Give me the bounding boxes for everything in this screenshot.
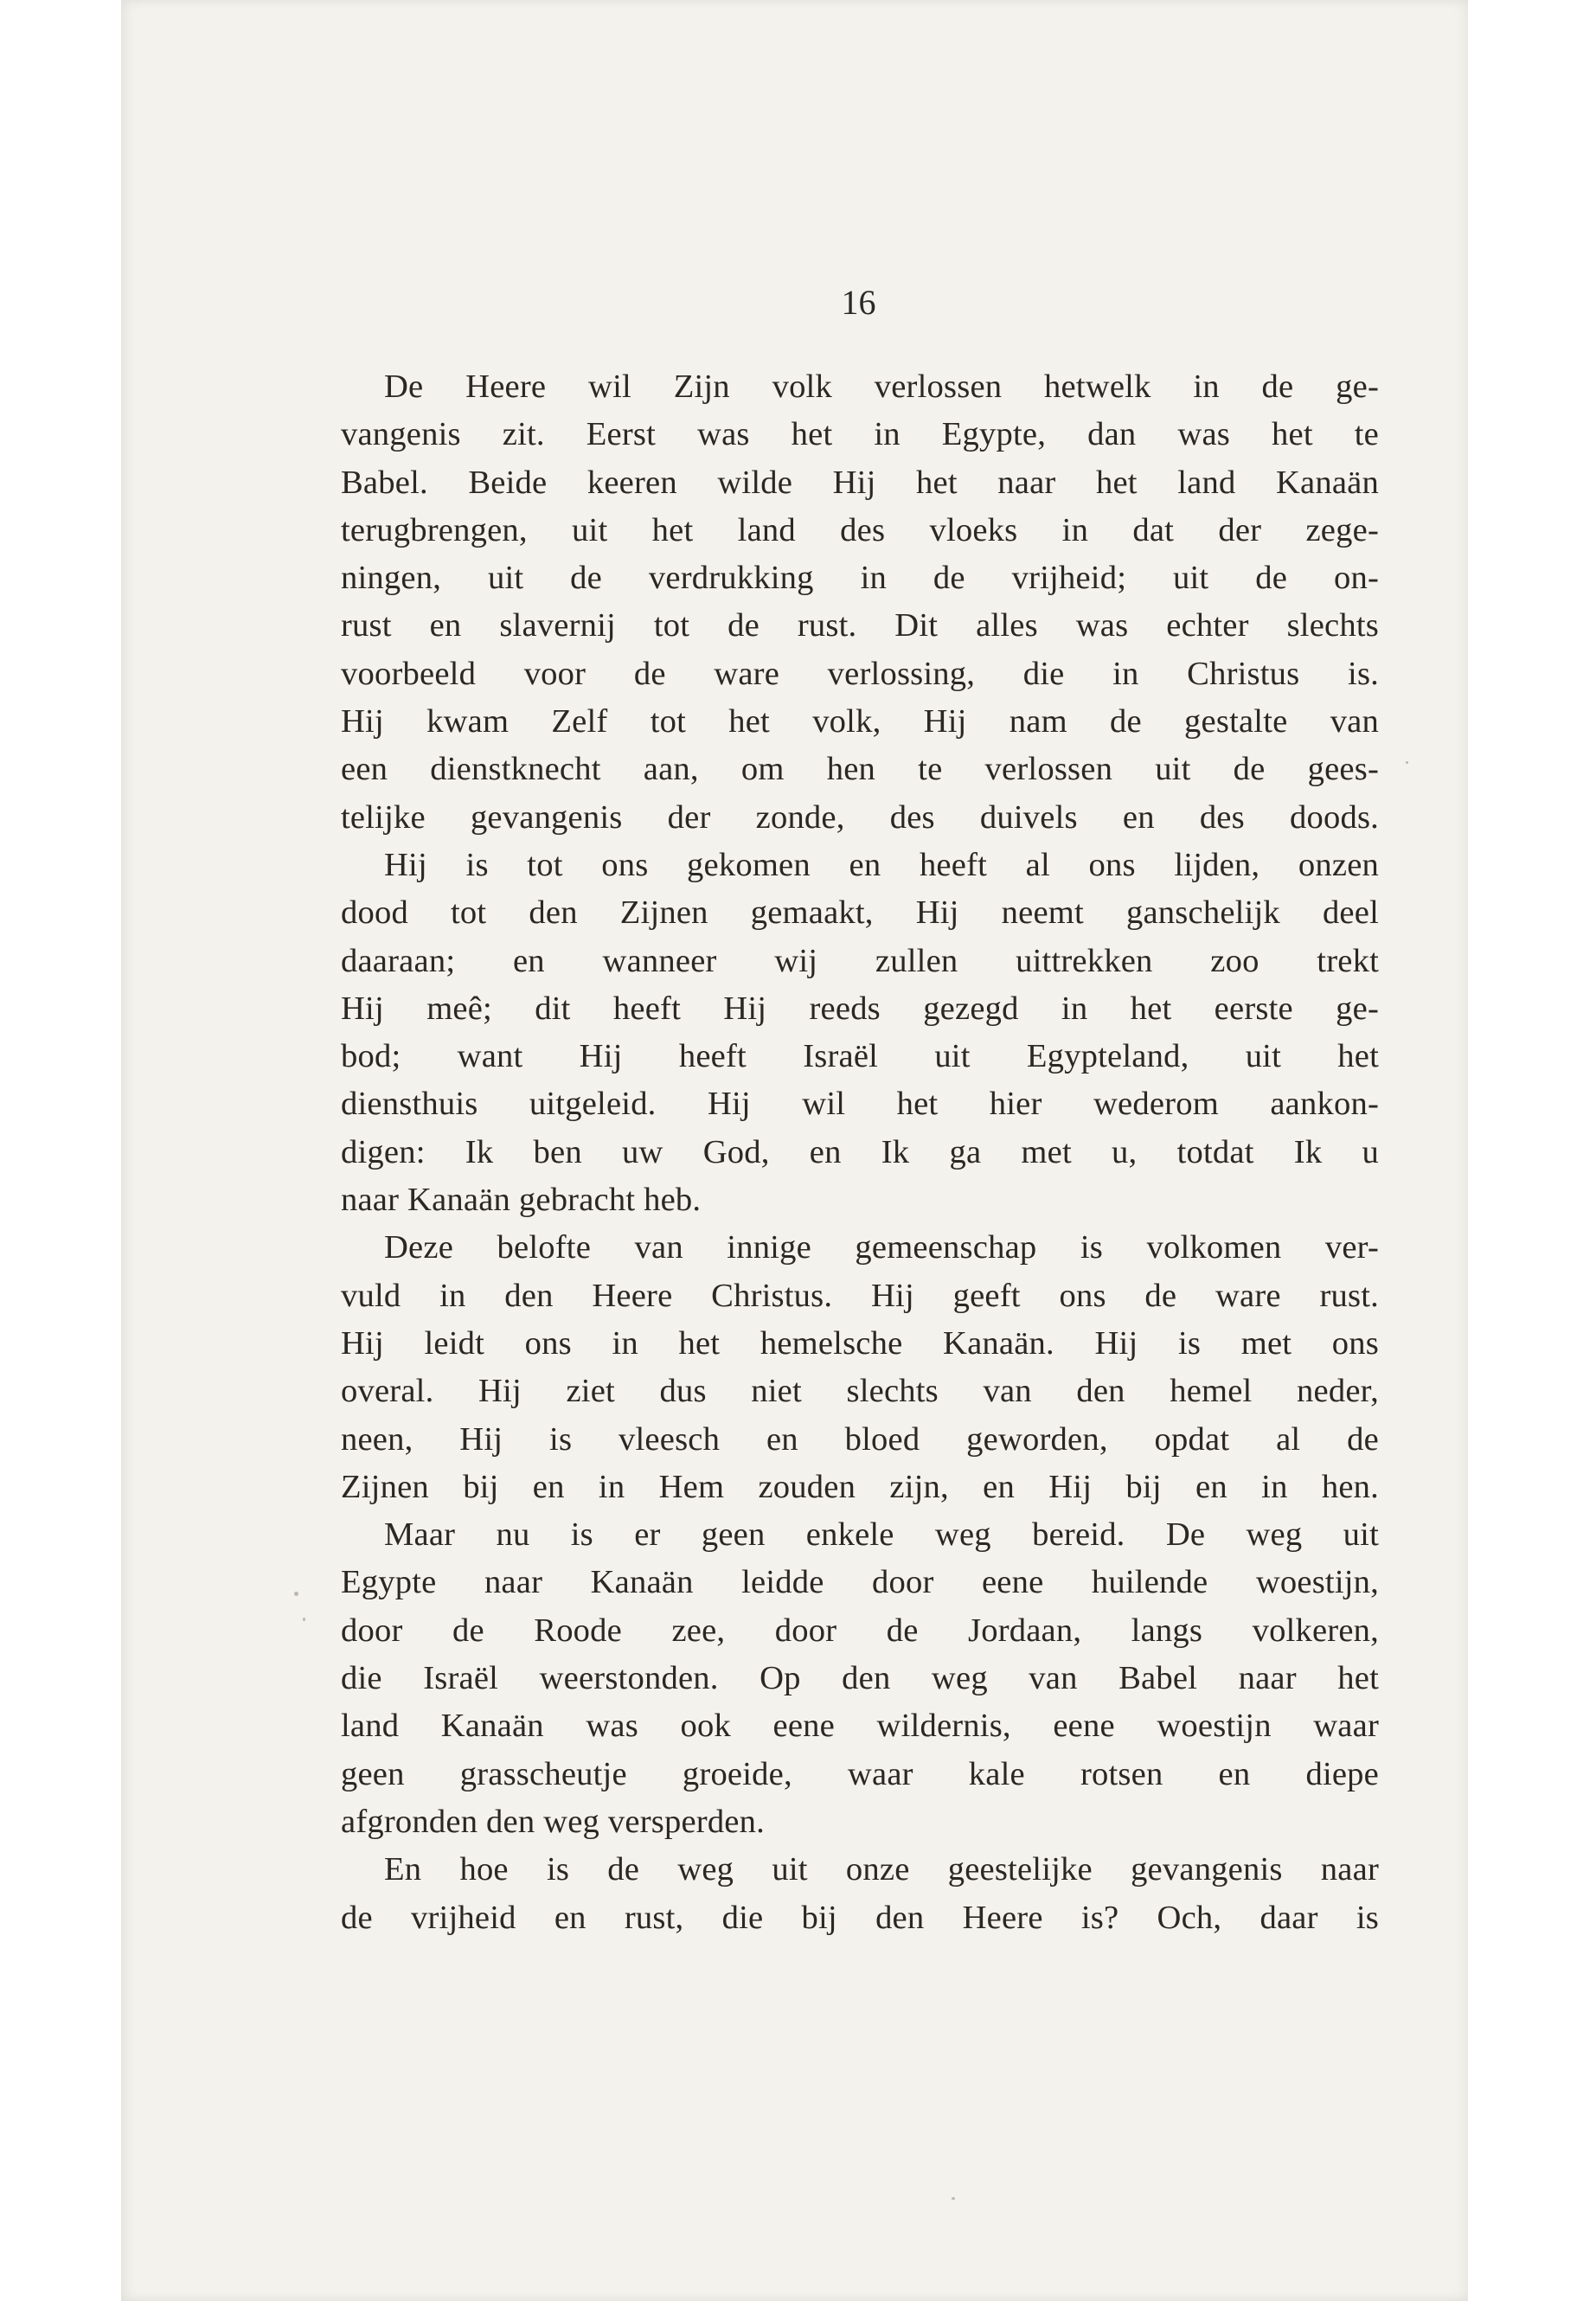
text-line: vangenis zit. Eerst was het in Egypte, dan was het te <box>341 416 1379 453</box>
text-line: En hoe is de weg uit onze geestelijke gevangenis naar <box>384 1851 1379 1888</box>
page-body-text <box>341 363 1379 1942</box>
paragraph <box>341 1224 1379 1511</box>
text-line: de vrijheid en rust, die bij den Heere is? Och, daar is <box>341 1899 1379 1936</box>
scan-speck <box>294 1592 298 1596</box>
text-line: ningen, uit de verdrukking in de vrijheid; uit de on- <box>341 560 1379 597</box>
text-line: overal. Hij ziet dus niet slechts van den hemel neder, <box>341 1373 1379 1410</box>
paragraph <box>341 363 1379 842</box>
text-line: naar Kanaän gebracht heb. <box>341 1182 702 1219</box>
text-line: De Heere wil Zijn volk verlossen hetwelk in de ge- <box>384 369 1379 405</box>
text-line: Hij is tot ons gekomen en heeft al ons lijden, onzen <box>384 846 1379 883</box>
paragraph <box>341 1846 1379 1942</box>
text-line: Maar nu is er geen enkele weg bereid. De weg uit <box>384 1516 1379 1554</box>
text-line: dood tot den Zijnen gemaakt, Hij neemt ganschelijk deel <box>341 894 1379 932</box>
text-line: afgronden den weg versperden. <box>341 1803 765 1840</box>
text-line: Hij kwam Zelf tot het volk, Hij nam de gestalte van <box>341 703 1379 740</box>
text-line: voorbeeld voor de ware verlossing, die in Christus is. <box>341 655 1379 692</box>
text-line: terugbrengen, uit het land des vloeks in dat der zege- <box>341 511 1379 548</box>
text-line: vuld in den Heere Christus. Hij geeft ons de ware rust. <box>341 1277 1379 1314</box>
text-line: daaraan; en wanneer wij zullen uittrekken zoo trekt <box>341 942 1379 979</box>
scan-speck <box>952 2197 955 2200</box>
text-line: neen, Hij is vleesch en bloed geworden, opdat al de <box>341 1420 1379 1458</box>
scan-speck <box>303 1618 305 1621</box>
text-line: bod; want Hij heeft Israël uit Egypteland, uit het <box>341 1038 1379 1075</box>
text-line: Babel. Beide keeren wilde Hij het naar het land Kanaän <box>341 464 1379 501</box>
text-line: rust en slavernij tot de rust. Dit alles was echter slechts <box>341 607 1379 644</box>
text-line: die Israël weerstonden. Op den weg van Babel naar het <box>341 1660 1379 1697</box>
text-line: Hij meê; dit heeft Hij reeds gezegd in het eerste ge- <box>341 990 1379 1027</box>
text-line: Deze belofte van innige gemeenschap is volkomen ver- <box>384 1229 1379 1266</box>
text-line: Zijnen bij en in Hem zouden zijn, en Hij bij en in hen. <box>341 1468 1379 1505</box>
text-line: Hij leidt ons in het hemelsche Kanaän. Hij is met ons <box>341 1324 1379 1362</box>
text-line: digen: Ik ben uw God, en Ik ga met u, totdat Ik u <box>341 1133 1379 1170</box>
scan-speck <box>1406 761 1408 764</box>
paragraph <box>341 1511 1379 1846</box>
text-line: land Kanaän was ook eene wildernis, eene woestijn waar <box>341 1708 1379 1745</box>
text-line: een dienstknecht aan, om hen te verlossen uit de gees- <box>341 751 1379 788</box>
text-line: geen grasscheutje groeide, waar kale rotsen en diepe <box>341 1755 1379 1792</box>
text-line: door de Roode zee, door de Jordaan, langs volkeren, <box>341 1612 1379 1649</box>
page-number: 16 <box>841 283 876 322</box>
text-line: telijke gevangenis der zonde, des duivels en des doods. <box>341 798 1379 836</box>
paragraph <box>341 842 1379 1224</box>
text-line: diensthuis uitgeleid. Hij wil het hier wederom aankon- <box>341 1086 1379 1123</box>
text-line: Egypte naar Kanaän leidde door eene huilende woestijn, <box>341 1564 1379 1601</box>
